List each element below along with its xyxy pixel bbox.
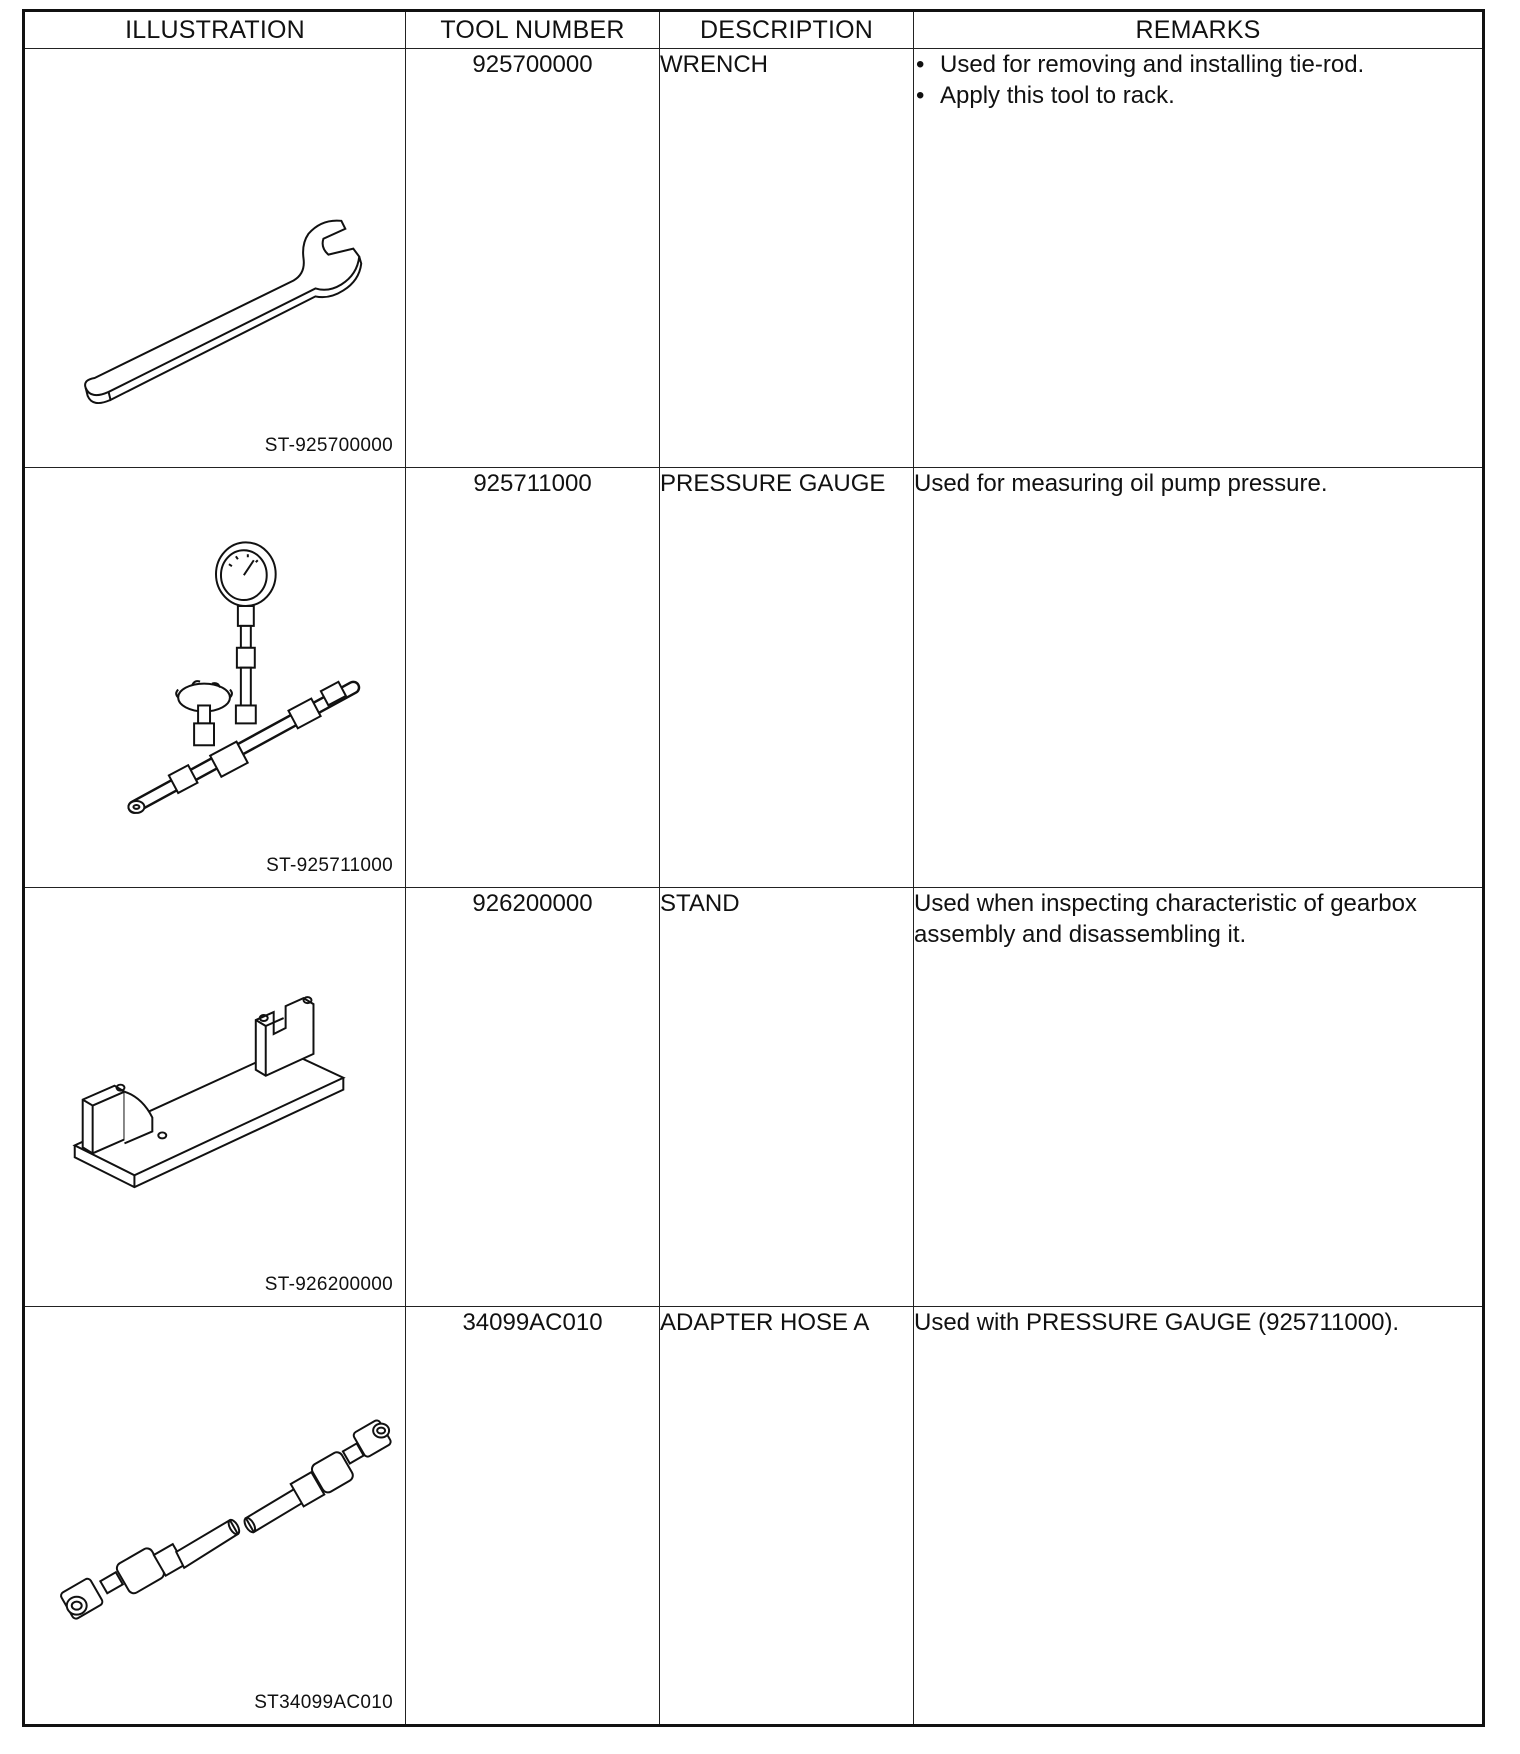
illustration-cell bbox=[24, 468, 406, 887]
remark-item: • Apply this tool to rack. bbox=[940, 80, 1482, 111]
remark-text: Used when inspecting characteristic of gearbox assembly and disassembling it. bbox=[914, 889, 1417, 948]
pressure-gauge-icon bbox=[25, 468, 405, 886]
header-row bbox=[24, 11, 1484, 49]
adapter-hose-icon bbox=[25, 1307, 405, 1724]
remark-text: Used for measuring oil pump pressure. bbox=[914, 470, 1328, 498]
table-row bbox=[24, 49, 1484, 468]
stand-icon bbox=[25, 888, 405, 1306]
special-tools-table bbox=[22, 9, 1485, 1727]
remarks-cell bbox=[914, 1306, 1484, 1725]
description-cell: STAND bbox=[660, 887, 914, 1306]
table-row bbox=[24, 887, 1484, 1306]
illustration-caption: ST-925700000 bbox=[264, 435, 393, 457]
wrench-icon bbox=[25, 49, 405, 467]
header-tool-number: TOOL NUMBER bbox=[406, 11, 660, 49]
remarks-cell bbox=[914, 49, 1484, 468]
tool-number-cell: 925700000 bbox=[406, 49, 660, 468]
header-remarks: REMARKS bbox=[914, 11, 1484, 49]
illustration-cell bbox=[24, 49, 406, 468]
tool-number-cell: 34099AC010 bbox=[406, 1306, 660, 1725]
tool-number-cell: 926200000 bbox=[406, 887, 660, 1306]
description-cell: WRENCH bbox=[660, 49, 914, 468]
header-illustration: ILLUSTRATION bbox=[24, 11, 406, 49]
illustration-caption: ST-926200000 bbox=[264, 1273, 393, 1295]
illustration-caption: ST34099AC010 bbox=[254, 1692, 393, 1713]
remark-item: • Used for removing and installing tie-rod. bbox=[940, 49, 1482, 80]
table-row bbox=[24, 468, 1484, 887]
description-cell: PRESSURE GAUGE bbox=[660, 468, 914, 887]
description-cell: ADAPTER HOSE A bbox=[660, 1306, 914, 1725]
illustration-caption: ST-925711000 bbox=[266, 854, 393, 876]
tool-number-cell: 925711000 bbox=[406, 468, 660, 887]
illustration-cell bbox=[24, 1306, 406, 1725]
illustration-cell bbox=[24, 887, 406, 1306]
table-row bbox=[24, 1306, 1484, 1725]
remarks-list bbox=[914, 49, 1482, 111]
remark-text: Used with PRESSURE GAUGE (925711000). bbox=[914, 1308, 1400, 1336]
remarks-cell bbox=[914, 887, 1484, 1306]
remarks-cell bbox=[914, 468, 1484, 887]
header-description: DESCRIPTION bbox=[660, 11, 914, 49]
